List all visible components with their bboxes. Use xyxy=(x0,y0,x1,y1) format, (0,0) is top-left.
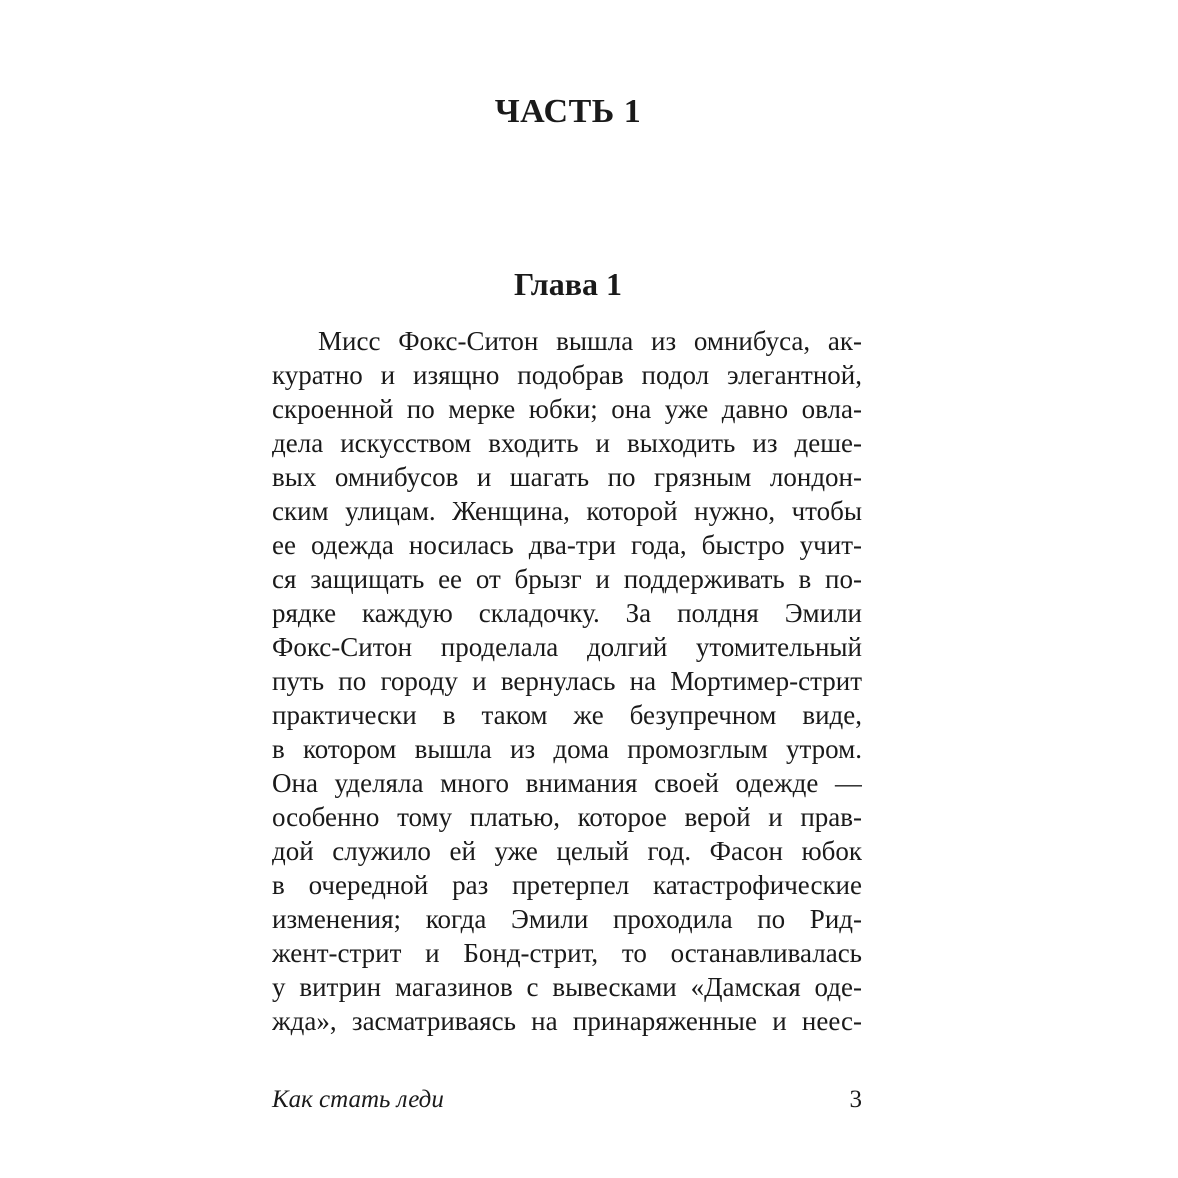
text-line: скроенной по мерке юбки; она уже давно овла- xyxy=(272,394,862,424)
text-line: жда», засматриваясь на принаряженные и неес- xyxy=(272,1006,862,1036)
text-line: изменения; когда Эмили проходила по Рид- xyxy=(272,904,862,934)
text-line: ее одежда носилась два-три года, быстро учит- xyxy=(272,530,862,560)
text-line: путь по городу и вернулась на Мортимер-стрит xyxy=(272,666,862,696)
text-line: ся защищать ее от брызг и поддерживать в по- xyxy=(272,564,862,594)
text-line: куратно и изящно подобрав подол элегантной, xyxy=(272,360,862,390)
text-line: Фокс-Ситон проделала долгий утомительный xyxy=(272,632,862,662)
text-line: ским улицам. Женщина, которой нужно, чтобы xyxy=(272,496,862,526)
text-line: практически в таком же безупречном виде, xyxy=(272,700,862,730)
text-line: вых омнибусов и шагать по грязным лондон- xyxy=(272,462,862,492)
text-line: в котором вышла из дома промозглым утром. xyxy=(272,734,862,764)
text-line: дой служило ей уже целый год. Фасон юбок xyxy=(272,836,862,866)
text-line: в очередной раз претерпел катастрофические xyxy=(272,870,862,900)
page-number: 3 xyxy=(849,1086,862,1113)
text-line: жент-стрит и Бонд-стрит, то останавливалась xyxy=(272,938,862,968)
text-line: Она уделяла много внимания своей одежде — xyxy=(272,768,862,798)
chapter-paragraph xyxy=(272,324,862,1038)
text-line: Мисс Фокс-Ситон вышла из омнибуса, ак- xyxy=(318,326,862,356)
chapter-title: Глава 1 xyxy=(514,266,622,302)
running-title: Как стать леди xyxy=(272,1086,444,1113)
text-line: у витрин магазинов с вывесками «Дамская оде- xyxy=(272,972,862,1002)
text-line: дела искусством входить и выходить из деше- xyxy=(272,428,862,458)
text-line: рядке каждую складочку. За полдня Эмили xyxy=(272,598,862,628)
text-line: особенно тому платью, которое верой и прав- xyxy=(272,802,862,832)
page-footer xyxy=(272,1086,862,1120)
part-title: ЧАСТЬ 1 xyxy=(494,93,642,130)
